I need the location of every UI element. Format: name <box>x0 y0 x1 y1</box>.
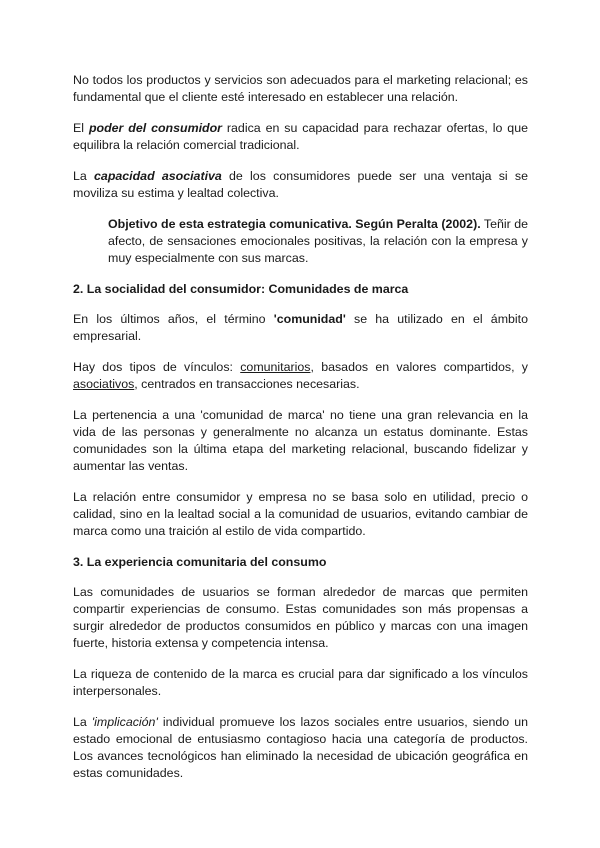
term-asociativos: asociativos <box>73 377 135 391</box>
strategy-objective-title: Objetivo de esta estrategia comunicativa. Según Peralta (2002). <box>108 217 481 231</box>
term-comunitarios: comunitarios <box>240 360 311 374</box>
section-heading-2: 2. La socialidad del consumidor: Comunidades de marca <box>73 282 409 296</box>
paragraph-relational-marketing: No todos los productos y servicios son adecuados para el marketing relacional; es fundamental que el cliente esté interesado en establecer una relación. <box>73 73 528 104</box>
paragraph-community-term: En los últimos años, el término 'comunidad' se ha utilizado en el ámbito empresarial. <box>73 312 528 343</box>
paragraph-associative-capacity: La capacidad asociativa de los consumidores puede ser una ventaja si se moviliza su estima y lealtad colectiva. <box>73 169 528 200</box>
paragraph-bond-types: Hay dos tipos de vínculos: comunitarios, basados en valores compartidos, y asociativos, centrados en transacciones necesarias. <box>73 360 528 391</box>
document-body <box>73 72 528 796</box>
section-heading-3: 3. La experiencia comunitaria del consumo <box>73 555 327 569</box>
paragraph-consumer-company-relation: La relación entre consumidor y empresa no se basa solo en utilidad, precio o calidad, sino en la lealtad social a la comunidad de usuarios, evitando cambiar de marca como una traición al estilo de vida compartido. <box>73 490 528 538</box>
paragraph-brand-content: La riqueza de contenido de la marca es crucial para dar significado a los vínculos interpersonales. <box>73 667 528 698</box>
paragraph-user-communities: Las comunidades de usuarios se forman alrededor de marcas que permiten compartir experiencias de consumo. Estas comunidades son más propensas a surgir alrededor de productos consumidos en público y marcas con una imagen fuerte, historia extensa y competencia intensa. <box>73 585 528 650</box>
term-consumer-power: poder del consumidor <box>88 121 222 135</box>
paragraph-brand-community-relevance: La pertenencia a una 'comunidad de marca' no tiene una gran relevancia en la vida de las personas y generalmente no alcanza un estatus dominante. Estas comunidades son la última etapa del marketing relacional, buscando fidelizar y aumentar las ventas. <box>73 408 528 473</box>
term-implicacion: 'implicación' <box>91 715 158 729</box>
paragraph-implication: La 'implicación' individual promueve los lazos sociales entre usuarios, siendo un estado emocional de entusiasmo contagioso hacia una categoría de productos. Los avances tecnológicos han eliminado la necesidad de ubicación geográfica en estas comunidades. <box>73 715 528 780</box>
term-comunidad: 'comunidad' <box>273 312 346 326</box>
paragraph-strategy-objective: Objetivo de esta estrategia comunicativa. Según Peralta (2002). Teñir de afecto, de sensaciones emocionales positivas, la relación con la empresa y muy especialmente con sus marcas. <box>108 217 528 265</box>
paragraph-consumer-power: El poder del consumidor radica en su capacidad para rechazar ofertas, lo que equilibra la relación comercial tradicional. <box>73 121 528 152</box>
term-associative-capacity: capacidad asociativa <box>94 169 222 183</box>
